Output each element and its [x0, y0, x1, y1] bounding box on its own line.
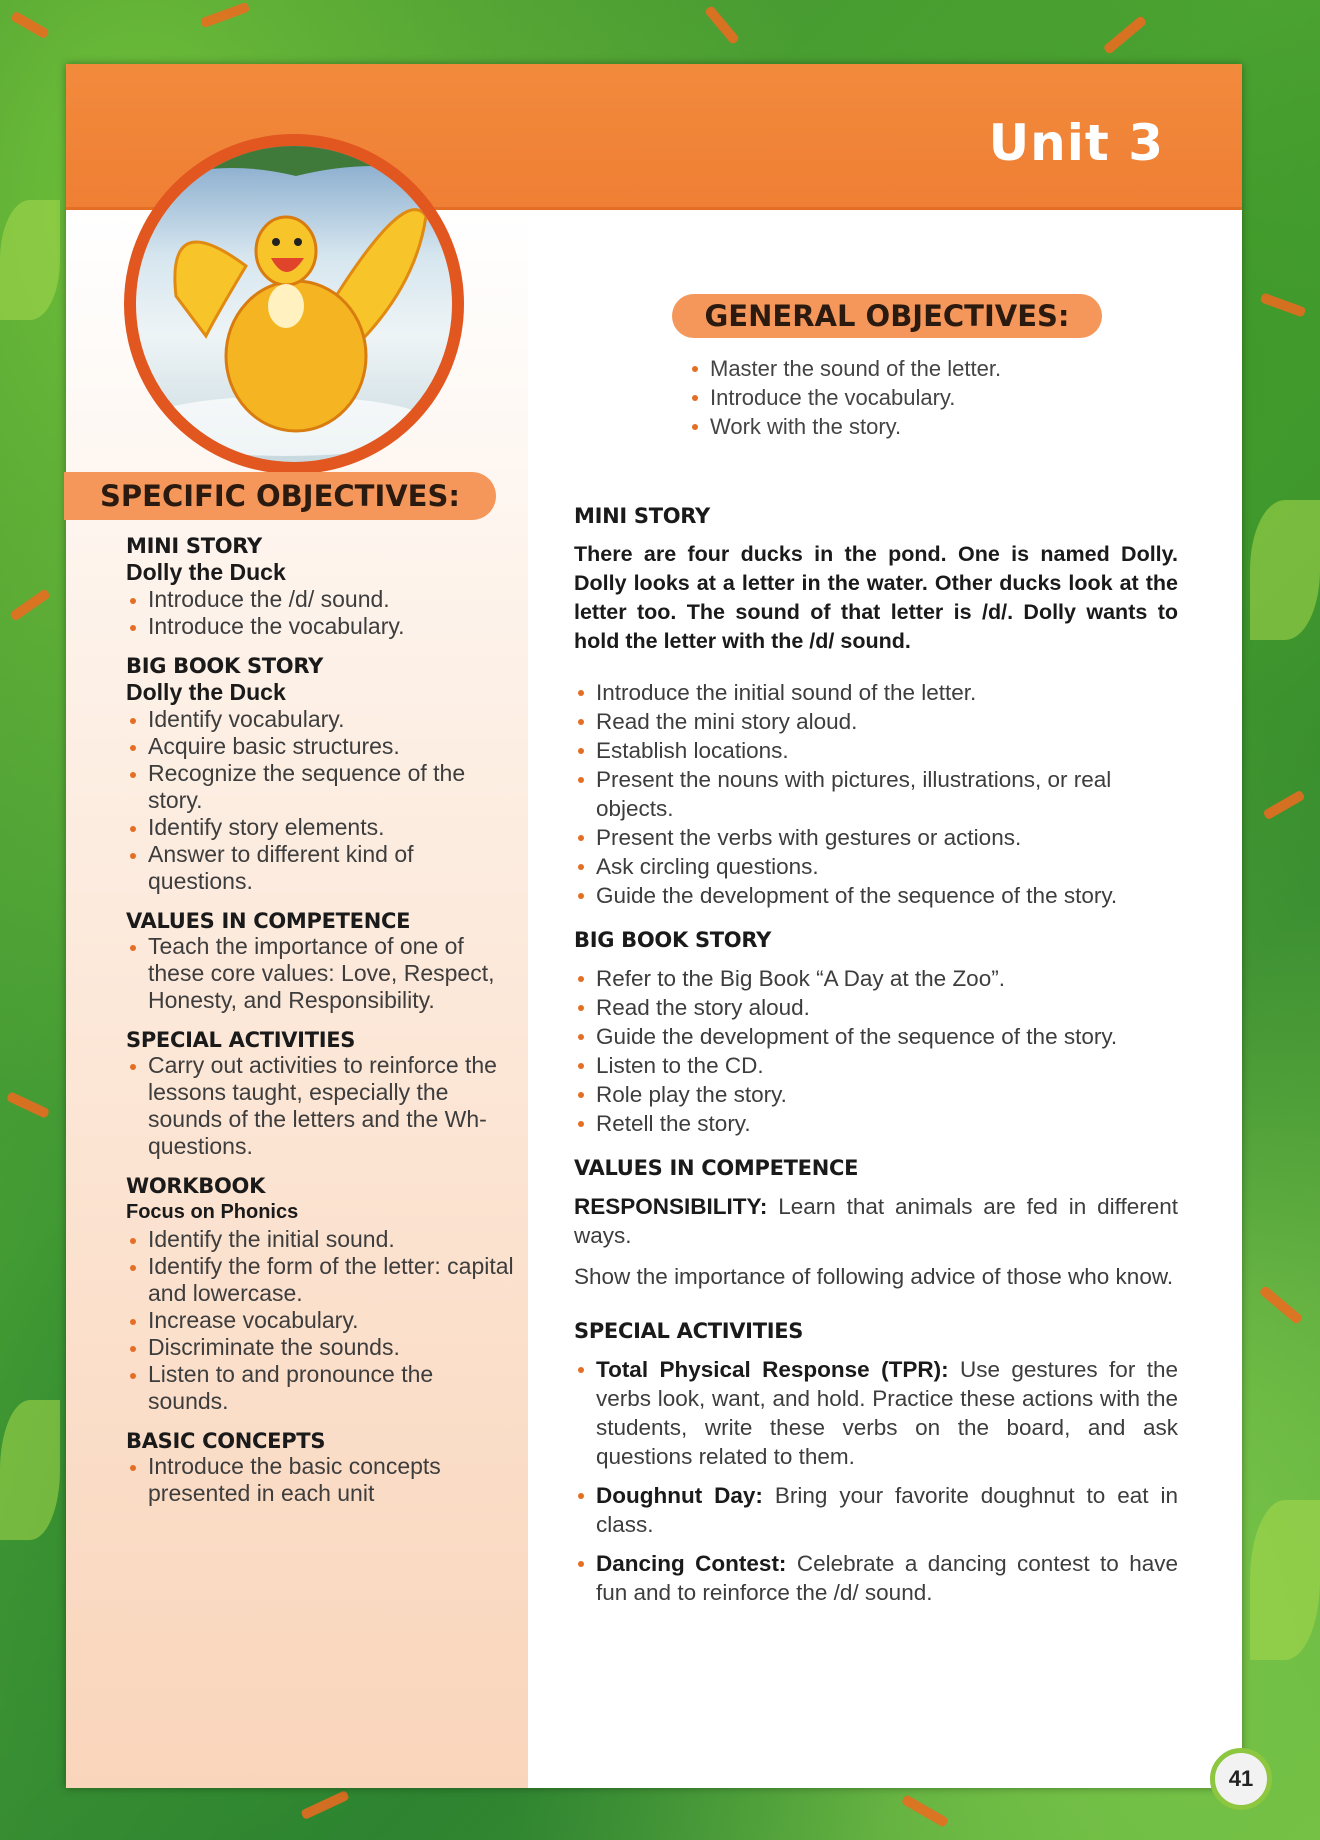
list-item: Work with the story. [688, 412, 1001, 441]
duck-illustration-icon [124, 134, 464, 474]
big-book-list [574, 964, 1178, 1138]
list-item: Role play the story. [574, 1080, 1178, 1109]
activity-text: Use gestures for the verbs look, want, and hold. Practice these actions with the students, write these verbs on the board, and ask questions related to them. [596, 1357, 1178, 1469]
mini-story-text: There are four ducks in the pond. One is named Dolly. Dolly looks at a letter in the water. Other ducks look at the letter too. The sound of that letter is /d/. Dolly wants to hold the letter with the /d/ sound. [574, 542, 1178, 653]
section-subtitle: Dolly the Duck [126, 559, 286, 585]
values-label: RESPONSIBILITY: [574, 1194, 768, 1219]
so-basic-concepts [126, 1429, 516, 1507]
leaf-decoration [0, 1400, 60, 1540]
list-item: Listen to and pronounce the sounds. [126, 1361, 516, 1415]
leaf-decoration [6, 1091, 50, 1119]
list-item: Guide the development of the sequence of the story. [574, 881, 1178, 910]
list-item: Read the mini story aloud. [574, 707, 1178, 736]
so-mini-story [126, 534, 516, 640]
section-heading: MINI STORY [574, 504, 710, 528]
page-number: 41 [1210, 1748, 1272, 1810]
section-heading: MINI STORY [126, 534, 262, 558]
leaf-decoration [1250, 1500, 1320, 1660]
list-item: Carry out activities to reinforce the lessons taught, especially the sounds of the letters and the Wh-questions. [126, 1052, 516, 1160]
so-big-book-story [126, 654, 516, 895]
unit-title: Unit 3 [988, 114, 1164, 172]
section-heading: SPECIAL ACTIVITIES [574, 1319, 804, 1343]
leaf-decoration [1250, 500, 1320, 640]
specific-objectives-banner: SPECIFIC OBJECTIVES: [64, 472, 496, 520]
list-item: Identify the initial sound. [126, 1226, 516, 1253]
general-objectives-banner: GENERAL OBJECTIVES: [672, 294, 1102, 338]
leaf-decoration [10, 11, 50, 40]
list-item: Master the sound of the letter. [688, 354, 1001, 383]
section-subtitle: Dolly the Duck [126, 679, 286, 705]
so-special-activities [126, 1028, 516, 1160]
list-item: Answer to different kind of questions. [126, 841, 516, 895]
list-item: Increase vocabulary. [126, 1307, 516, 1334]
list-item: Identify the form of the letter: capital and lowercase. [126, 1253, 516, 1307]
list-item: Introduce the vocabulary. [688, 383, 1001, 412]
leaf-decoration [9, 588, 51, 621]
list-item: Present the verbs with gestures or actions. [574, 823, 1178, 852]
leaf-decoration [200, 2, 250, 28]
activity-label: Total Physical Response (TPR): [596, 1357, 949, 1382]
so-values [126, 909, 516, 1014]
values-text: Learn that animals are fed in different ways. [574, 1194, 1178, 1248]
list-item: Refer to the Big Book “A Day at the Zoo”. [574, 964, 1178, 993]
list-item [574, 1549, 1178, 1607]
list-item: Identify vocabulary. [126, 706, 516, 733]
list-item: Introduce the vocabulary. [126, 613, 516, 640]
section-heading: VALUES IN COMPETENCE [126, 909, 411, 933]
main-content [574, 504, 1178, 1617]
section-heading: WORKBOOK [126, 1174, 266, 1198]
activity-text: Celebrate a dancing contest to have fun and to reinforce the /d/ sound. [596, 1551, 1178, 1605]
page [66, 64, 1242, 1788]
values-paragraph-2: Show the importance of following advice of those who know. [574, 1264, 1174, 1289]
leaf-decoration [704, 5, 740, 45]
leaf-decoration [0, 200, 60, 320]
so-workbook [126, 1174, 516, 1415]
list-item [574, 1355, 1178, 1471]
mini-story-list [574, 678, 1178, 910]
list-item: Introduce the /d/ sound. [126, 586, 516, 613]
list-item: Recognize the sequence of the story. [126, 760, 516, 814]
leaf-decoration [1259, 1285, 1304, 1325]
list-item: Introduce the initial sound of the letter. [574, 678, 1178, 707]
leaf-decoration [300, 1790, 350, 1820]
leaf-decoration [1262, 790, 1305, 821]
activity-label: Dancing Contest: [596, 1551, 787, 1576]
specific-objectives-content [126, 534, 516, 1521]
list-item [574, 1481, 1178, 1539]
list-item: Discriminate the sounds. [126, 1334, 516, 1361]
list-item: Read the story aloud. [574, 993, 1178, 1022]
list-item: Identify story elements. [126, 814, 516, 841]
section-heading: BIG BOOK STORY [574, 928, 771, 952]
values-paragraph [574, 1192, 1178, 1250]
list-item: Acquire basic structures. [126, 733, 516, 760]
section-subtitle: Focus on Phonics [126, 1201, 299, 1223]
list-item: Listen to the CD. [574, 1051, 1178, 1080]
section-heading: BIG BOOK STORY [126, 654, 323, 678]
list-item: Guide the development of the sequence of the story. [574, 1022, 1178, 1051]
section-heading: SPECIAL ACTIVITIES [126, 1028, 356, 1052]
list-item: Establish locations. [574, 736, 1178, 765]
list-item: Present the nouns with pictures, illustrations, or real objects. [574, 765, 1178, 823]
leaf-decoration [1103, 15, 1148, 55]
section-heading: VALUES IN COMPETENCE [574, 1156, 859, 1180]
section-heading: BASIC CONCEPTS [126, 1429, 326, 1453]
leaf-decoration [901, 1794, 949, 1828]
general-objectives-list [688, 354, 1001, 441]
list-item: Ask circling questions. [574, 852, 1178, 881]
list-item: Retell the story. [574, 1109, 1178, 1138]
activity-label: Doughnut Day: [596, 1483, 763, 1508]
activity-text: Bring your favorite doughnut to eat in class. [596, 1483, 1178, 1537]
special-activities-list [574, 1355, 1178, 1607]
list-item: Introduce the basic concepts presented in each unit [126, 1453, 516, 1507]
leaf-decoration [1260, 292, 1307, 317]
list-item: Teach the importance of one of these core values: Love, Respect, Honesty, and Responsibility. [126, 933, 516, 1014]
